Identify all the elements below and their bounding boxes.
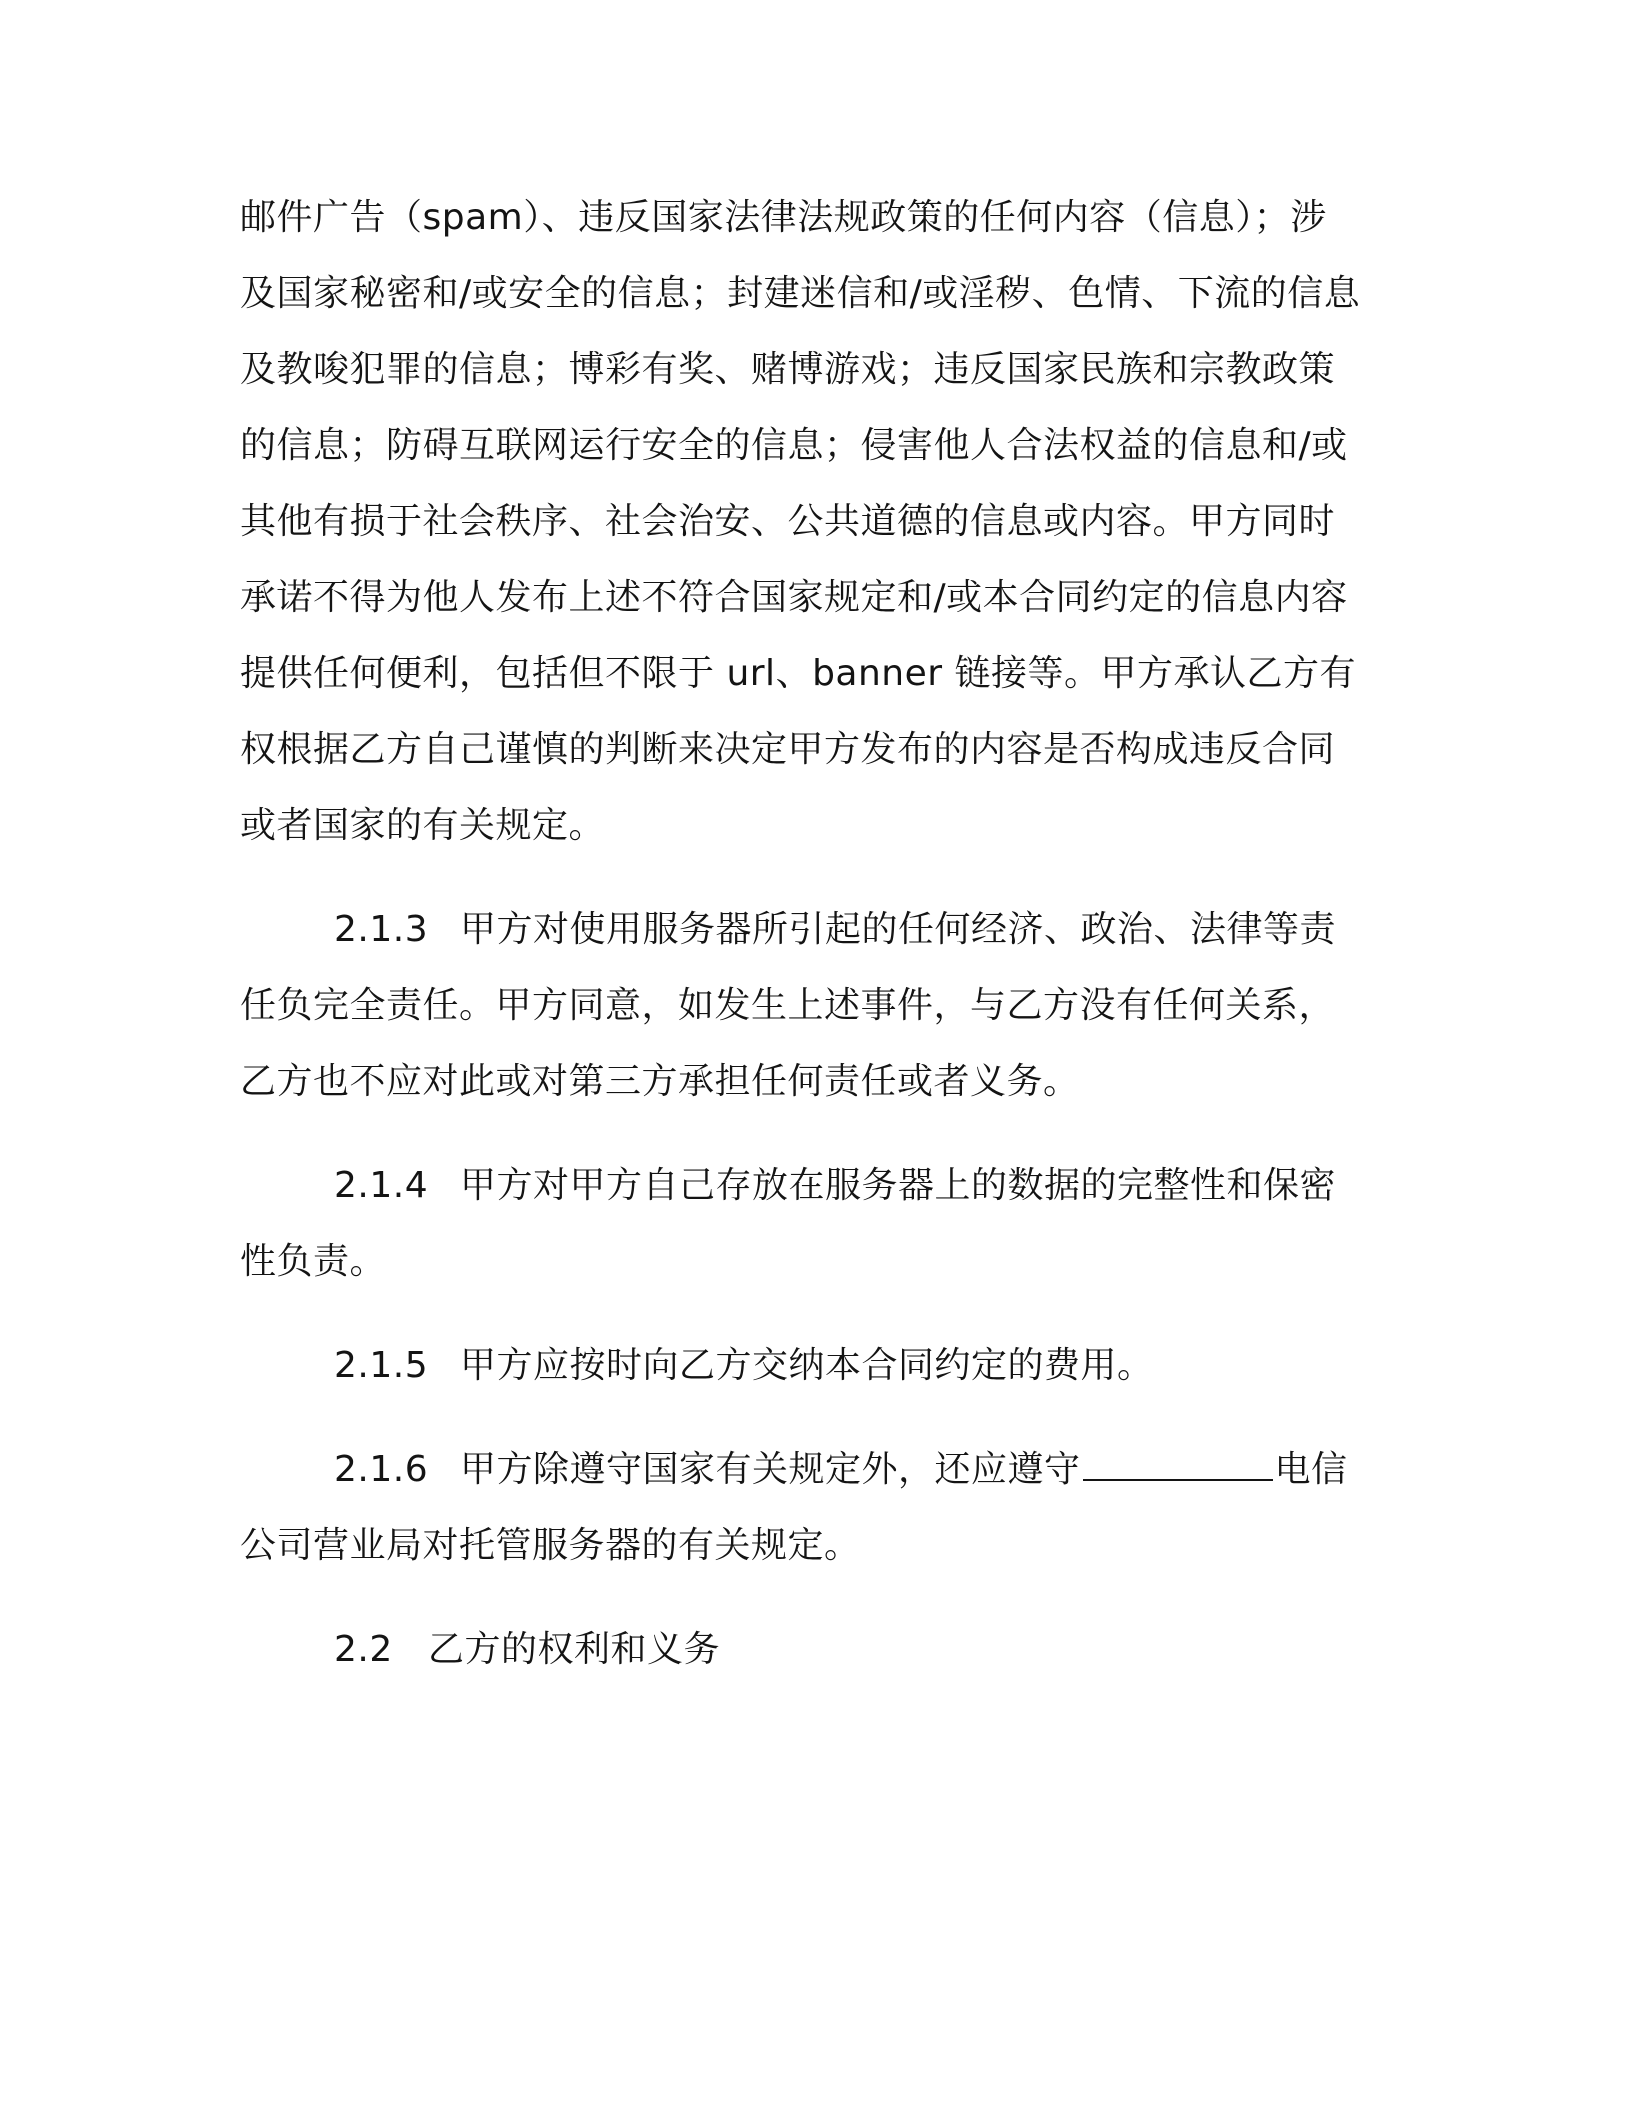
clause-line: 性负责。 [240, 1241, 387, 1282]
paragraph-line: 承诺不得为他人发布上述不符合国家规定和/或本合同约定的信息内容 [240, 577, 1348, 618]
paragraph-line: 其他有损于社会秩序、社会治安、公共道德的信息或内容。甲方同时 [240, 501, 1336, 542]
clause-line: 公司营业局对托管服务器的有关规定。 [240, 1525, 861, 1566]
clause-text: 甲方对使用服务器所引起的任何经济、政治、法律等责 [460, 909, 1337, 950]
clause-text: 甲方应按时向乙方交纳本合同约定的费用。 [460, 1345, 1154, 1386]
clause-number: 2.1.3 [334, 909, 429, 950]
paragraph-line: 邮件广告（spam）、违反国家法律法规政策的任何内容（信息）；涉 [240, 197, 1327, 238]
clause-line [334, 1164, 1336, 1208]
clause-text: 乙方的权利和义务 [428, 1629, 721, 1670]
clause-line [334, 908, 1336, 952]
clause-line [334, 1628, 720, 1672]
paragraph-line: 权根据乙方自己谨慎的判断来决定甲方发布的内容是否构成违反合同 [240, 729, 1336, 770]
clause-line: 任负完全责任。甲方同意，如发生上述事件，与乙方没有任何关系， [240, 985, 1336, 1026]
clause-line [334, 1448, 1348, 1492]
clause-line: 乙方也不应对此或对第三方承担任何责任或者义务。 [240, 1061, 1080, 1102]
clause-line [334, 1344, 1154, 1388]
clause-number: 2.1.6 [334, 1449, 429, 1490]
clause-text: 甲方除遵守国家有关规定外，还应遵守 [460, 1449, 1081, 1490]
paragraph-line: 及国家秘密和/或安全的信息；封建迷信和/或淫秽、色情、下流的信息 [240, 273, 1361, 314]
clause-number: 2.2 [334, 1629, 393, 1670]
clause-text: 甲方对甲方自己存放在服务器上的数据的完整性和保密 [460, 1165, 1337, 1206]
paragraph-line: 及教唆犯罪的信息；博彩有奖、赌博游戏；违反国家民族和宗教政策 [240, 349, 1336, 390]
fill-in-blank [1083, 1449, 1273, 1481]
paragraph-line: 或者国家的有关规定。 [240, 805, 606, 846]
paragraph-line: 的信息；防碍互联网运行安全的信息；侵害他人合法权益的信息和/或 [240, 425, 1348, 466]
clause-number: 2.1.5 [334, 1345, 429, 1386]
paragraph-line: 提供任何便利，包括但不限于 url、banner 链接等。甲方承认乙方有 [240, 653, 1357, 694]
clause-text: 电信 [1274, 1449, 1348, 1490]
clause-number: 2.1.4 [334, 1165, 429, 1206]
